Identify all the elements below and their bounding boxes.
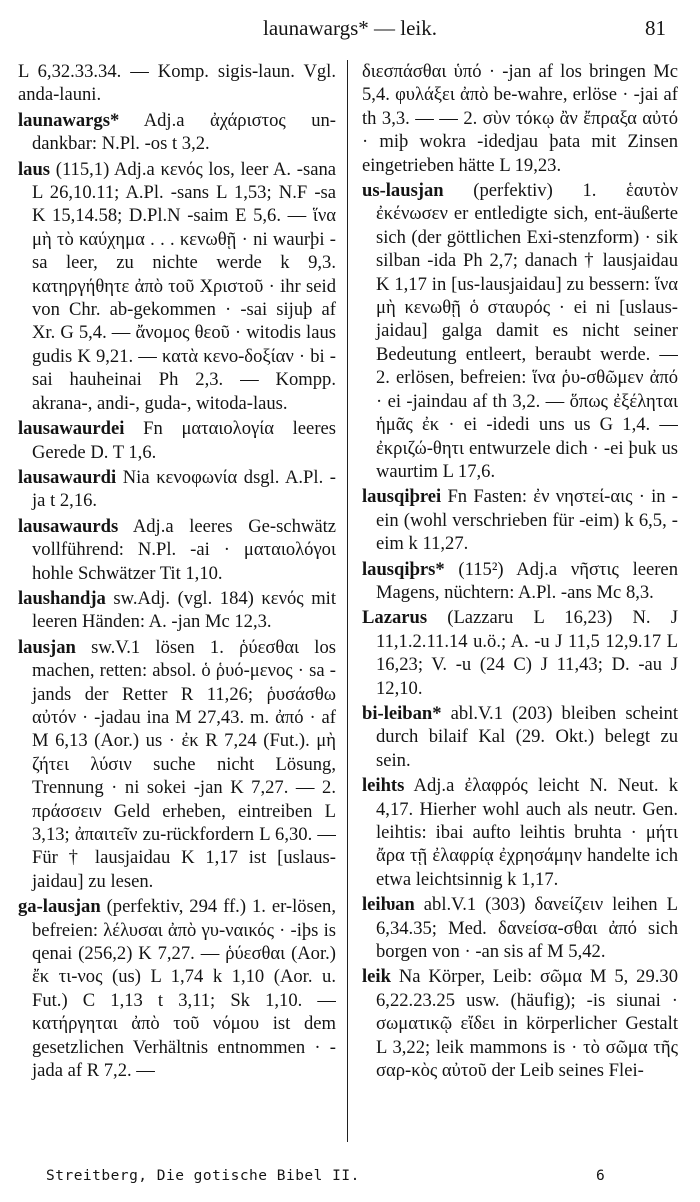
entry-leihwan: leiƕan abl.V.1 (303) δανείζειν leihen L 6,34.35; Med. δανείσα-σθαι ἀπό sich borgen von · -an sis af M 5,42.	[362, 894, 678, 963]
left-column	[18, 60, 336, 1136]
entry-lazarus: Lazarus (Lazzaru L 16,23) N. J 11,1.2.11.14 u.ö.; A. -u J 11,5 12,9.17 L 16,23; V. -u (24 C) J 11,43; D. -au J 12,10.	[362, 607, 678, 699]
entry-lausawaurds: lausawaurds Adj.a leeres Ge-schwätz vollführend: N.Pl. -ai · ματαιολόγοι hohle Schwätzer Tit 1,10.	[18, 515, 336, 584]
entry-bi-leiban: bi-leiban* abl.V.1 (203) bleiben scheint durch bilaif Kal (29. Okt.) belegt zu sein.	[362, 702, 678, 771]
headword: lausjan	[18, 636, 76, 658]
entry-launawargs: launawargs* Adj.a ἀχάριστος un-dankbar: N.Pl. -os t 3,2.	[18, 109, 336, 155]
entry-us-lausjan: us-lausjan (perfektiv) 1. ἑαυτὸν ἐκένωσεν er entledigte sich, ent-äußerte sich (der göttlichen Exi-stenzform) · sik silban -ida Ph 2,7; danach † lausjaidau K 1,17 in [us-lausjaidau] zu bessern: ἵνα μὴ κενωθῇ ὁ σταυρός · ei ni [uslaus-jaidau] galga damit es nicht seiner Bedeutung entleert, beraubt werde. — 2. erlösen, befreien: ἵνα ῥυ-σθῶμεν ἀπό · ei -jaindau af th 3,2. — ὅπως ἐξέληται ἡμᾶς ἐκ · ei -idedi uns us G 1,4. — ἐκριζώ-θητι entwurzele dich · -ei þuk us waurtim L 17,6.	[362, 180, 678, 482]
headword: launawargs*	[18, 109, 120, 131]
entry-ga-lausjan: ga-lausjan (perfektiv, 294 ff.) 1. er-lösen, befreien: λέλυσαι ἀπὸ γυ-ναικός · -iþs is qenai (256,2) K 7,27. — ῥύεσθαι (Aor.) ἔκ τι-νος (us) L 1,74 k 1,10 (Aor. u. Fut.) C 1,13 t 3,11; Sk 1,10. — κατήργηται ἀπὸ τοῦ νόμου ist dem gesetzlichen Verhältnis entnommen · -jada af R 7,2. —	[18, 896, 336, 1082]
entry-lausawaurdei: lausawaurdei Fn ματαιολογία leeres Gerede D. T 1,6.	[18, 418, 336, 463]
headword: lausqiþrei	[362, 486, 442, 508]
headword: lausawaurds	[18, 515, 119, 537]
headword: leihts	[362, 775, 405, 797]
header-title: launawargs* — leik.	[263, 16, 437, 40]
entry-lausawaurdi: lausawaurdi Nia κενοφωνία dsgl. A.Pl. -ja t 2,16.	[18, 466, 336, 512]
headword: leik	[362, 966, 391, 988]
entry-lausqiþrs: lausqiþrs* (115²) Adj.a νῆστις leeren Magens, nüchtern: A.Pl. -ans Mc 8,3.	[362, 558, 678, 603]
headword: us-lausjan	[362, 180, 444, 202]
headword: Lazarus	[362, 607, 428, 629]
headword: bi-leiban*	[362, 702, 442, 724]
entry-laus: laus (115,1) Adj.a κενός los, leer A. -sana L 26,10.11; A.Pl. -sans L 1,53; N.F -sa K 15,14.58; D.Pl.N -saim E 5,6. — ἵνα μὴ τὸ καύχημα . . . κενωθῇ · ni waurþi -sa leer, zu nichte werde k 9,3. κατηργήθητε ἀπὸ τοῦ Χριστοῦ · ihr seid von Chr. ab-gekommen · -sai sijuþ af Xr. G 5,4. — ἄνομος θεοῦ · witodis laus gudis K 9,21. — κατὰ κενο-δοξίαν · bi -sai hauheinai Ph 2,3. — Kompp. akrana-, andi-, guda-, witoda-laus.	[18, 158, 336, 414]
headword: laushandja	[18, 587, 106, 609]
footer	[0, 1168, 700, 1192]
entry-lausqiþrei: lausqiþrei Fn Fasten: ἐν νηστεί-αις · in -ein (wohl verschrieben für -eim) k 6,5, -eim k 11,27.	[362, 486, 678, 555]
entry-leik: leik Na Körper, Leib: σῶμα M 5, 29.30 6,22.23.25 usw. (häufig); -is siunai · σωματικῷ εἴδει in körperlicher Gestalt L 3,22; leik mammons is · τὸ σῶμα τῆς σαρ-κὸς αὐτοῦ der Leib seines Flei-	[362, 966, 678, 1082]
headword: lausawaurdi	[18, 466, 117, 488]
entry-continuation: διεσπάσθαι ὑπό · -jan af los bringen Mc 5,4. φυλάξει ἀπὸ be-wahre, erlöse · -jai af th 3,3. — — 2. σὺν τόκῳ ἂν ἔπραξα αὐτό · miþ wokra -idedjau þata mit Zinsen eingetrieben hätte L 19,23.	[362, 61, 678, 176]
headword: lausqiþrs*	[362, 558, 445, 580]
page-number: 81	[645, 16, 666, 40]
footer-source: Streitberg, Die gotische Bibel II.	[46, 1168, 360, 1184]
entry-lausjan: lausjan sw.V.1 lösen 1. ῥύεσθαι los machen, retten: absol. ὁ ῥυό-μενος · sa -jands der Retter R 11,26; ῥυσάσθω αὐτόν · -jadau ina M 27,43. m. ἀπό · af M 6,13 (Aor.) us · ἐκ R 7,24 (Fut.). μὴ ζήτει λύσιν suche nicht Lösung, Trennung · ni sokei -jan K 7,27. — 2. πράσσειν Geld erheben, eintreiben L 3,13; ἀπαιτεῖν zu-rückfordern L 6,30. — Für † lausjaidau K 1,17 ist [uslaus-jaidau] zu lesen.	[18, 636, 336, 892]
entry-leihts: leihts Adj.a ἐλαφρός leicht N. Neut. k 4,17. Hierher wohl auch als neutr. Gen. leihtis: ibai aufto leihtis bruhta · μήτι ἄρα τῇ ἐλαφρίᾳ ἐχρησάμην handelte ich etwa leichtsinnig k 1,17.	[362, 775, 678, 890]
headword: laus	[18, 158, 51, 180]
headword: lausawaurdei	[18, 418, 125, 440]
entry-laushandja: laushandja sw.Adj. (vgl. 184) κενός mit leeren Händen: A. -jan Mc 12,3.	[18, 587, 336, 633]
headword: ga-lausjan	[18, 896, 101, 918]
headword: leiƕan	[362, 894, 415, 916]
column-divider	[347, 60, 348, 1142]
footer-signature: 6	[596, 1168, 606, 1184]
running-header	[0, 10, 700, 50]
right-column	[362, 60, 678, 1136]
entry-continuation: L 6,32.33.34. — Komp. sigis-laun. Vgl. anda-launi.	[18, 61, 336, 106]
